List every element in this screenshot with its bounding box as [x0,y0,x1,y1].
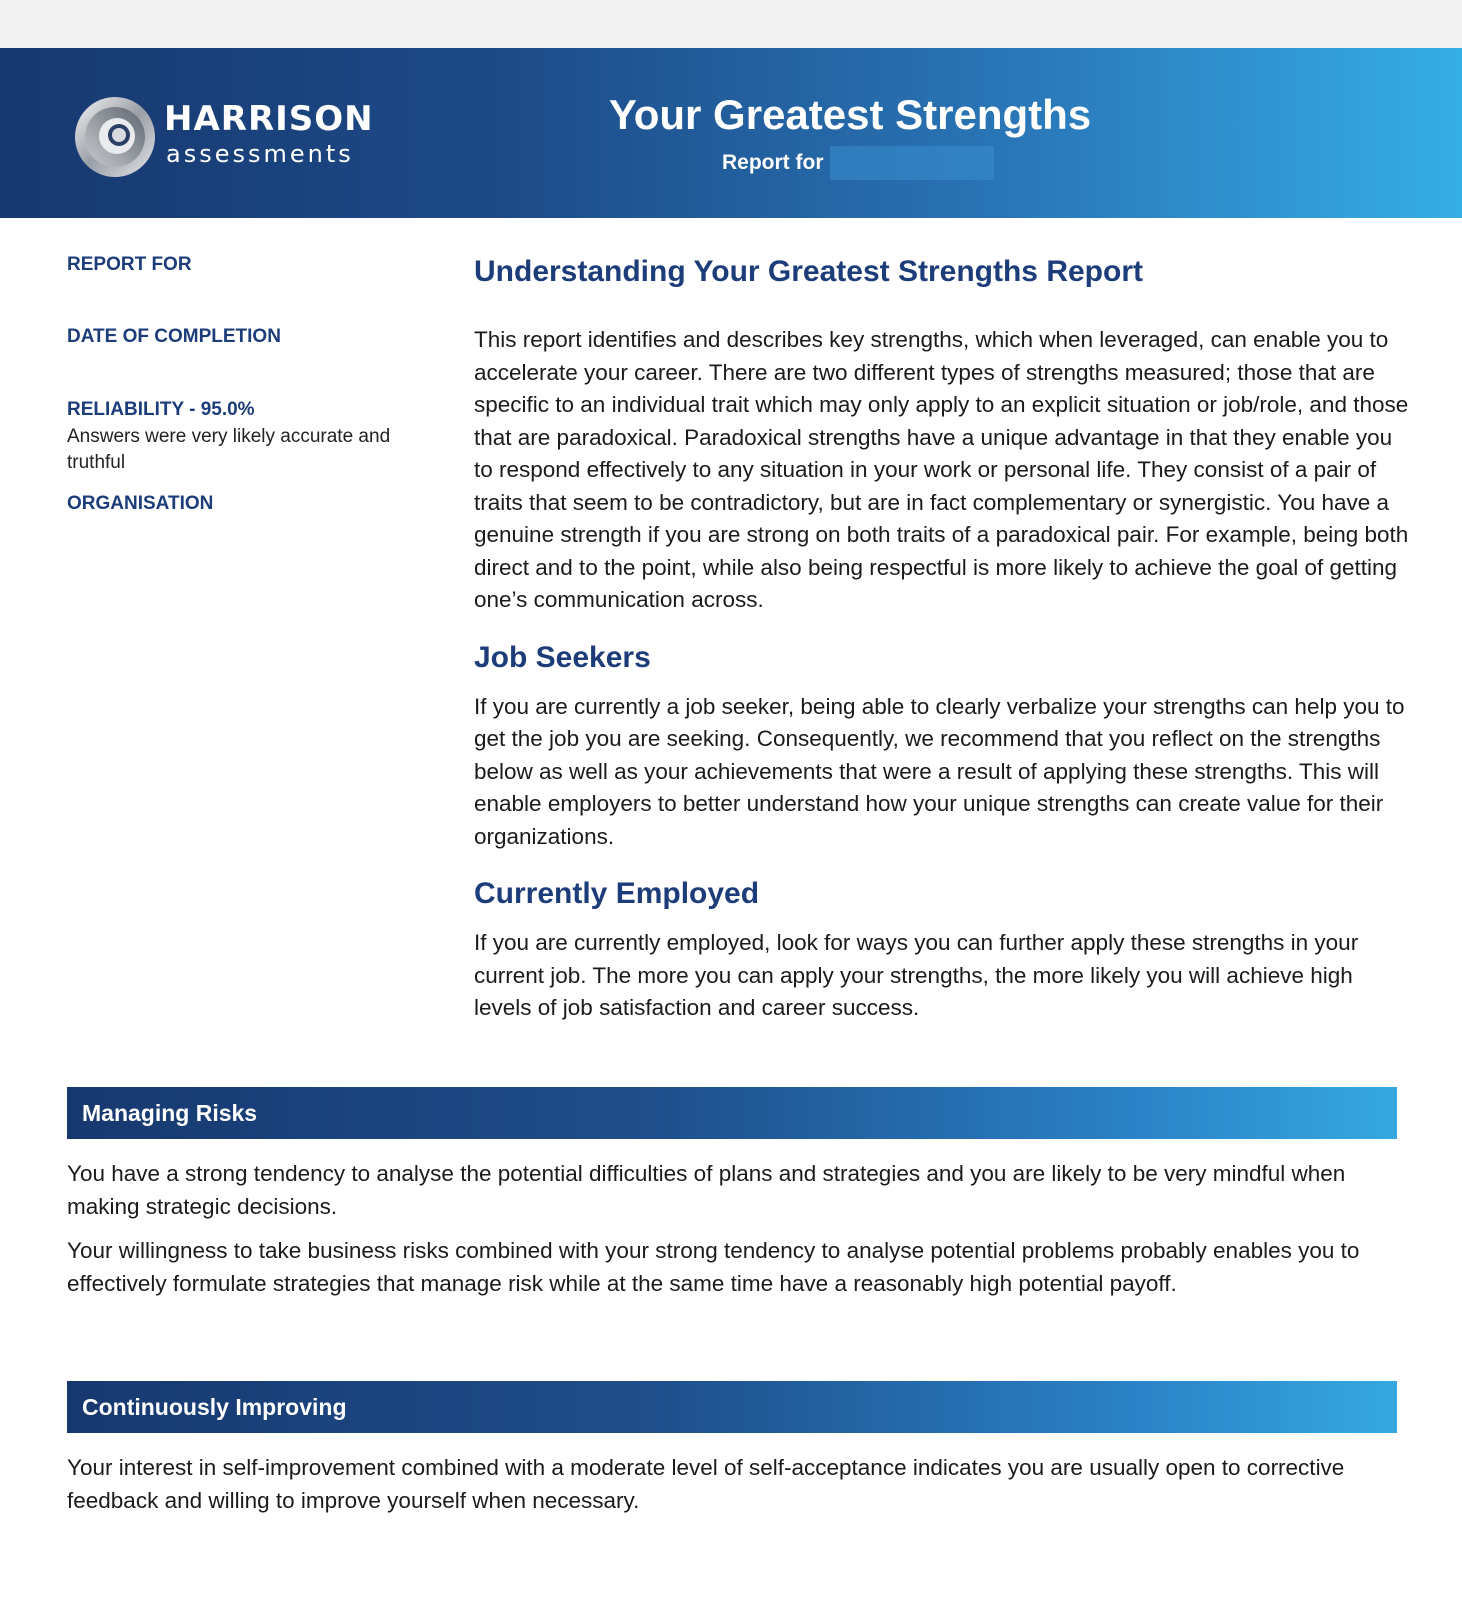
managing-risks-section [67,1158,1397,1300]
continuously-improving-section [67,1452,1397,1517]
harrison-logo [74,94,394,180]
currently-employed-paragraph: If you are currently employed, look for ways you can further apply these strengths in your current job. The more you can apply your strengths, the more likely you will achieve high levels of job satisfaction and career success. [474,930,1359,1020]
currently-employed-title: Currently Employed [474,877,760,910]
report-meta-sidebar [67,253,437,516]
continuously-improving-band: Continuously Improving [67,1381,1397,1433]
harrison-logo-icon [74,96,156,178]
logo-wordmark: HARRISON [164,99,374,139]
managing-risks-band: Managing Risks [67,1087,1397,1139]
job-seekers-paragraph: If you are currently a job seeker, being able to clearly verbalize your strengths can help you to get the job you are seeking. Consequently, we recommend that you reflect on the strengths below as well as your achievements that were a result of applying these strengths. This will enable employers to better understand how your unique strengths can create value for their organizations. [474,693,1405,849]
logo-subtitle: assessments [166,140,354,168]
report-for-line [722,146,994,180]
intro-paragraph: This report identifies and describes key strengths, which when leveraged, can enable you to accelerate your career. There are two different types of strengths measured; those that are specific to an individual trait which may only apply to an explicit situation or job/role, and those that are paradoxical. Paradoxical strengths have a unique advantage in that they enable you to respond effectively to any situation in your work or personal life. They consist of a pair of traits that seem to be contradictory, but are in fact complementary or synergistic. You have a genuine strength if you are strong on both traits of a paradoxical pair. For example, being both direct and to the point, while also being respectful is more likely to achieve the goal of getting one’s communication across. [474,327,1409,612]
report-title: Your Greatest Strengths [608,91,1092,138]
intro-content [474,253,1414,1025]
redacted-name [830,146,994,180]
reliability-heading: RELIABILITY - 95.0% [67,399,255,420]
report-for-label: Report for [722,151,824,174]
understanding-title: Understanding Your Greatest Strengths Report [474,255,1143,288]
organisation-heading: ORGANISATION [67,493,214,514]
reliability-description: Answers were very likely accurate and truthful [67,426,391,473]
report-page [0,48,1462,1600]
managing-risks-paragraph-2: Your willingness to take business risks combined with your strong tendency to analyse potential problems probably enables you to effectively formulate strategies that manage risk while at the same time have a reasonably high potential payoff. [67,1238,1360,1296]
date-of-completion-heading: DATE OF COMPLETION [67,326,281,347]
continuously-improving-paragraph: Your interest in self-improvement combined with a moderate level of self-acceptance indicates you are usually open to corrective feedback and willing to improve yourself when necessary. [67,1455,1345,1513]
report-for-heading: REPORT FOR [67,254,192,275]
report-header-banner [0,48,1462,218]
managing-risks-paragraph-1: You have a strong tendency to analyse the potential difficulties of plans and strategies and you are likely to be very mindful when making strategic decisions. [67,1161,1346,1219]
job-seekers-title: Job Seekers [474,640,651,674]
